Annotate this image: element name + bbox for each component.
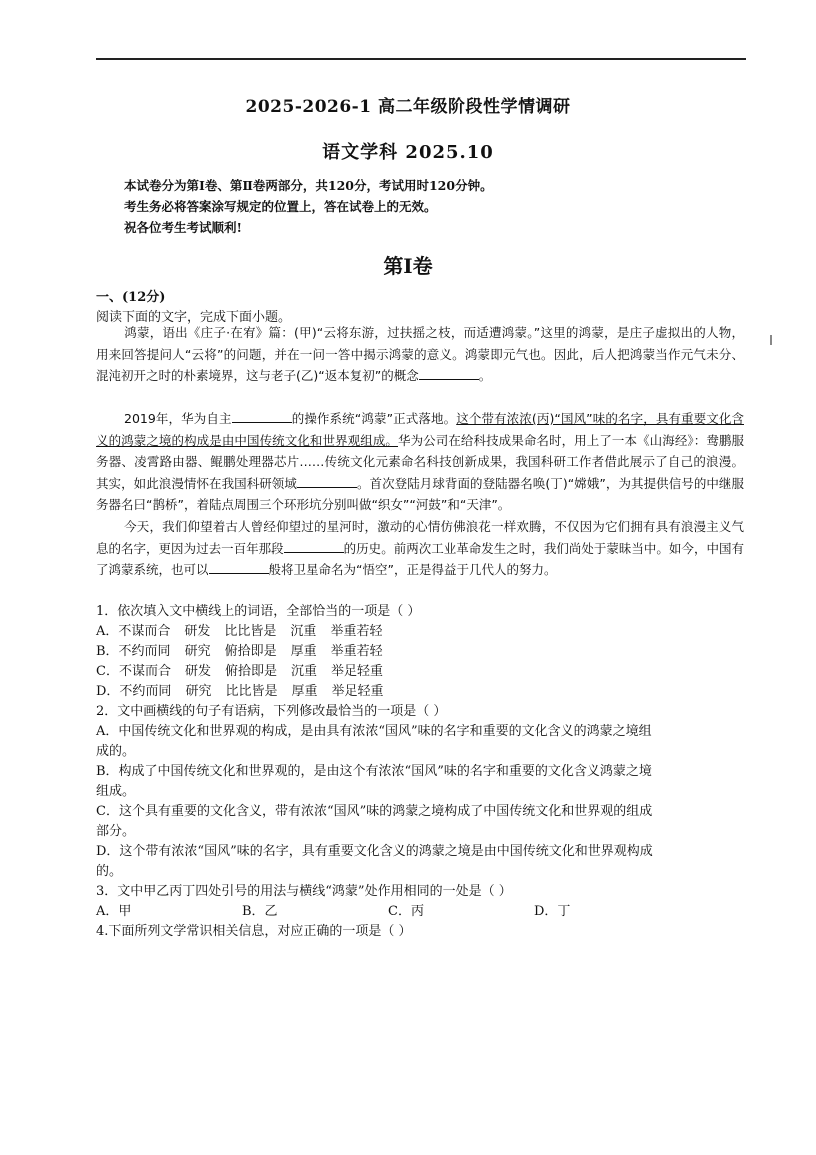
- notice-line: 考生务必将答案涂写规定的位置上，答在试卷上的无效。: [124, 199, 437, 214]
- question-3-option-c[interactable]: C．丙: [388, 904, 424, 919]
- top-rule: [96, 58, 746, 60]
- question-3-option-d[interactable]: D．丁: [534, 904, 571, 919]
- question-2-option-b-cont: 组成。: [96, 784, 136, 799]
- fill-blank: [232, 410, 292, 423]
- section-heading: 一、(12分): [96, 290, 166, 305]
- fill-blank: [297, 475, 357, 488]
- passage-paragraph-3: 今天，我们仰望着古人曾经仰望过的星河时，激动的心情仿佛浪花一样欢腾，不仅因为它们拥有具有浪漫主义气息的名字，更因为过去一百年那段 的历史。前两次工业革命发生之时，我们尚处于蒙昧当中。如今，中国有了鸿蒙系统，也可以 般将卫星命名为“悟空”，正是得益于几代人的努力。: [96, 519, 744, 577]
- exam-subtitle: 语文学科 2025.10: [322, 142, 494, 163]
- notice-line: 本试卷分为第Ⅰ卷、第Ⅱ卷两部分，共120分，考试用时120分钟。: [124, 178, 493, 193]
- underlined-sentence: 这个带有浓浓(丙)“国风”味的名字，具有重要文化含义的鸿蒙之境的构成是由中国传统文化和世界观组成。: [96, 411, 744, 448]
- question-2-option-b[interactable]: B．构成了中国传统文化和世界观的，是由这个有浓浓“国风”味的名字和重要的文化含义鸿蒙之境: [96, 764, 652, 779]
- question-1-option-b[interactable]: B．不约而同 研究 俯拾即是 厚重 举重若轻: [96, 644, 383, 659]
- question-3-option-a[interactable]: A．甲: [96, 904, 132, 919]
- scan-mark: [770, 335, 772, 345]
- fill-blank: [284, 540, 344, 553]
- question-2-option-a-cont: 成的。: [96, 744, 136, 759]
- question-3-stem: 3．文中甲乙丙丁四处引号的用法与横线“鸿蒙”处作用相同的一处是（ ）: [96, 884, 512, 899]
- notice-line: 祝各位考生考试顺利!: [124, 220, 242, 235]
- question-2-option-d-cont: 的。: [96, 864, 123, 879]
- volume-heading: 第Ⅰ卷: [383, 254, 433, 278]
- section-instruction: 阅读下面的文字，完成下面小题。: [96, 310, 292, 325]
- question-4-stem: 4.下面所列文学常识相关信息，对应正确的一项是（ ）: [96, 924, 412, 939]
- question-1-option-d[interactable]: D．不约而同 研究 比比皆是 厚重 举足轻重: [96, 684, 384, 699]
- passage-paragraph-1: 鸿蒙，语出《庄子·在宥》篇：(甲)“云将东游，过扶摇之枝，而适遭鸿蒙。”这里的鸿蒙，是庄子虚拟出的人物，用来回答提问人“云将”的问题，并在一问一答中揭示鸿蒙的意义。鸿蒙即元气也。因此，后人把鸿蒙当作元气未分、混沌初开之时的朴素境界，这与老子(乙)“返本复初”的概念 。: [96, 325, 744, 383]
- fill-blank: [419, 367, 479, 380]
- exam-title: 2025-2026-1 高二年级阶段性学情调研: [245, 97, 571, 117]
- passage-paragraph-2: 2019年，华为自主 的操作系统“鸿蒙”正式落地。这个带有浓浓(丙)“国风”味的名字，具有重要文化含义的鸿蒙之境的构成是由中国传统文化和世界观组成。华为公司在给科技成果命名时，用上了一本《山海经》：鸯鹏服务器、凌霄路由器、鲲鹏处理器芯片……传统文化元素命名科技创新成果，我国科研工作者借此展示了自己的浪漫。其实，如此浪漫情怀在我国科研领域 。首次登陆月球背面的登陆器名唤(丁)“嫦娥”，为其提供信号的中继服务器名曰“鹊桥”，着陆点周围三个环形坑分别叫做“织女”“河鼓”和“天津”。: [96, 411, 744, 512]
- question-1-option-c[interactable]: C．不谋而合 研发 俯拾即是 沉重 举足轻重: [96, 664, 384, 679]
- fill-blank: [209, 561, 269, 574]
- question-3-option-b[interactable]: B．乙: [242, 904, 278, 919]
- question-1-stem: 1．依次填入文中横线上的词语，全部恰当的一项是（ ）: [96, 604, 421, 619]
- question-2-stem: 2．文中画横线的句子有语病，下列修改最恰当的一项是（ ）: [96, 704, 447, 719]
- question-2-option-a[interactable]: A．中国传统文化和世界观的构成，是由具有浓浓“国风”味的名字和重要的文化含义的鸿蒙之境组: [96, 724, 652, 739]
- question-1-option-a[interactable]: A．不谋而合 研发 比比皆是 沉重 举重若轻: [96, 624, 383, 639]
- question-2-option-c-cont: 部分。: [96, 824, 136, 839]
- question-2-option-d[interactable]: D．这个带有浓浓“国风”味的名字，具有重要文化含义的鸿蒙之境是由中国传统文化和世界观构成: [96, 844, 653, 859]
- question-2-option-c[interactable]: C．这个具有重要的文化含义，带有浓浓“国风”味的鸿蒙之境构成了中国传统文化和世界观的组成: [96, 804, 653, 819]
